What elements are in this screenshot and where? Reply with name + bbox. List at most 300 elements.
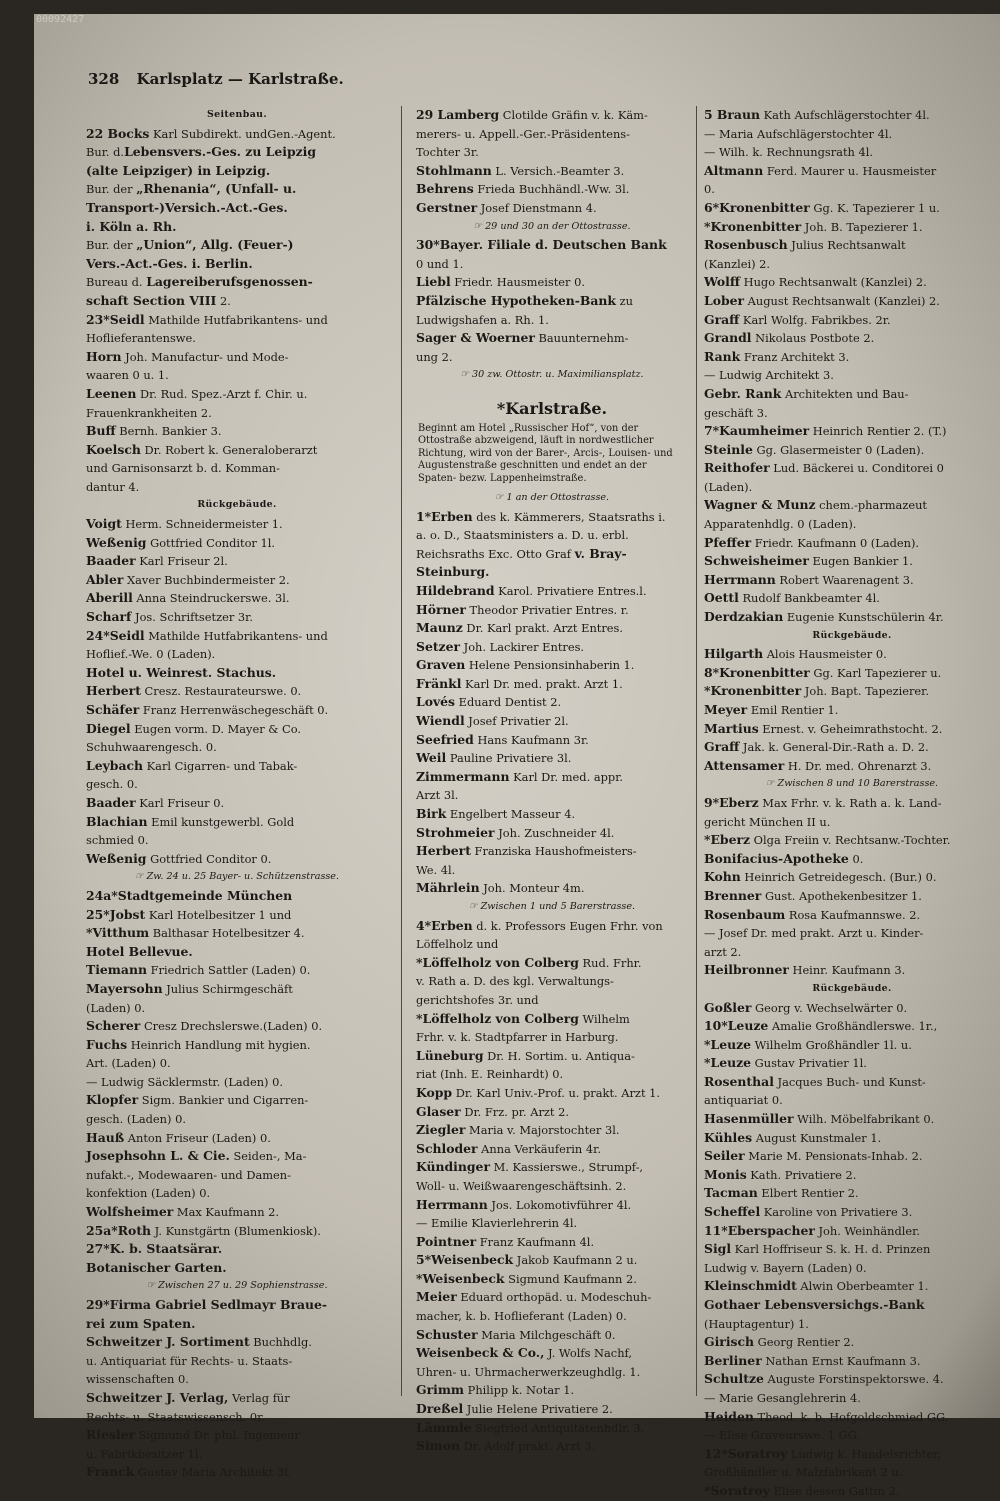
entry-line (416, 563, 688, 582)
entry-line (416, 991, 688, 1010)
directory-entry (86, 627, 388, 664)
entry-text: Kath. Privatiere 2. (746, 1167, 857, 1182)
entry-line (704, 961, 1000, 980)
page-number: 328 (88, 70, 120, 88)
entry-name: Klopfer (86, 1092, 139, 1108)
entry-name: Transport-)Versich.-Act.-Ges. (86, 199, 288, 215)
entry-line (416, 1307, 688, 1326)
entry-line (416, 508, 688, 527)
entry-name: Altmann (704, 162, 764, 178)
entry-line (416, 199, 688, 218)
entry-name: Mayersohn (86, 980, 163, 996)
directory-entry (704, 273, 1000, 292)
directory-entry (704, 292, 1000, 311)
entry-line (704, 1036, 1000, 1055)
entry-text: Herm. Schneidermeister 1. (121, 517, 283, 532)
entry-text: Karl Hoffriseur S. k. H. d. Prinzen (731, 1242, 931, 1257)
entry-name: Tiemann (86, 962, 147, 978)
entry-name: Franck (86, 1464, 135, 1480)
entry-name: Liebl (416, 274, 451, 290)
entry-name: Berliner (704, 1352, 762, 1368)
directory-entry (416, 879, 688, 898)
entry-line (86, 199, 388, 218)
directory-entry (704, 1017, 1000, 1036)
entry-name: Kleinschmidt (704, 1278, 797, 1294)
entry-name: Schweisheimer (704, 553, 809, 569)
entry-name: 8*Kronenbitter (704, 664, 810, 680)
entry-text: Gustav Privatier 1l. (751, 1056, 867, 1071)
entry-name: Riesler (86, 1427, 135, 1443)
entry-text: wissenschaften 0. (86, 1372, 189, 1387)
entry-name: Kopp (416, 1084, 453, 1100)
entry-line (86, 850, 388, 869)
directory-entry (416, 749, 688, 768)
entry-name: Lebensvers.-Ges. zu Leipzig (124, 144, 317, 160)
entry-name: 23*Seidl (86, 311, 145, 327)
entry-name: Hilgarth (704, 646, 764, 662)
entry-line (416, 255, 688, 274)
directory-entry (416, 1437, 688, 1456)
entry-name: Martius (704, 720, 759, 736)
entry-name: Fränkl (416, 675, 462, 691)
entry-text: Franziska Haushofmeisters- (470, 844, 637, 859)
entry-line (704, 1166, 1000, 1185)
entry-name: schaft Section VIII (86, 292, 217, 308)
directory-entry (704, 1222, 1000, 1241)
entry-name: Hauß (86, 1129, 125, 1145)
directory-entry (704, 906, 1000, 962)
directory-entry (86, 1389, 388, 1426)
entry-text: Joh. Monteur 4m. (479, 881, 585, 896)
entry-line (86, 887, 388, 906)
entry-text: Gg. Karl Tapezierer u. (809, 665, 942, 680)
directory-entry (86, 348, 388, 385)
entry-line (86, 478, 388, 497)
directory-entry (86, 1017, 388, 1036)
directory-entry (704, 1240, 1000, 1277)
entry-text: Tochter 3r. (416, 145, 479, 160)
entry-text: Wilh. Möbelfabrikant 0. (793, 1112, 935, 1127)
directory-entry (416, 1140, 688, 1159)
cross-street-note: ☞ Zw. 24 u. 25 Bayer- u. Schützenstrasse. (134, 871, 340, 883)
entry-text: Ernest. v. Geheimrathstocht. 2. (758, 721, 943, 736)
entry-line (704, 1426, 1000, 1445)
entry-name: Goßler (704, 999, 752, 1015)
directory-entry (416, 162, 688, 181)
entry-text: Dr. Frz. pr. Arzt 2. (460, 1104, 569, 1119)
entry-text: Joh. Weinhändler. (814, 1223, 920, 1238)
entry-text: Cresz. Restaurateurswe. 0. (140, 684, 302, 699)
entry-text: Helene Pensionsinhaberin 1. (465, 658, 635, 673)
directory-entry (86, 1296, 388, 1333)
column-divider (696, 106, 697, 1396)
entry-name: Mährlein (416, 880, 480, 896)
column-left (86, 106, 388, 1482)
entry-name: i. Köln a. Rh. (86, 218, 177, 234)
entry-name: Baader (86, 794, 136, 810)
entry-line (416, 125, 688, 144)
entry-text: Gg. K. Tapezierer 1 u. (809, 200, 940, 215)
entry-name: Hasenmüller (704, 1111, 794, 1127)
entry-text: Architekten und Bau- (781, 386, 909, 401)
entry-text: Art. (Laden) 0. (86, 1056, 171, 1071)
entry-text: macher, k. b. Hoflieferant (Laden) 0. (416, 1309, 627, 1324)
entry-name: Behrens (416, 181, 474, 197)
directory-entry (704, 664, 1000, 683)
entry-name: Vers.-Act.-Ges. i. Berlin. (86, 255, 253, 271)
entry-name: *Vitthum (86, 925, 150, 941)
entry-line (704, 162, 1000, 181)
entry-line (704, 404, 1000, 423)
entry-line (86, 1222, 388, 1241)
entry-text: Joh. Zuschneider 4l. (494, 825, 615, 840)
entry-text: — Wilh. k. Rechnungsrath 4l. (704, 145, 873, 160)
entry-name: Diegel (86, 720, 131, 736)
entry-text: Theod. k. b. Hofgoldschmied GG. (753, 1409, 949, 1424)
directory-entry (86, 1129, 388, 1148)
entry-text: Jakob Kaufmann 2 u. (513, 1253, 638, 1268)
entry-name: Buff (86, 423, 116, 439)
entry-line (704, 366, 1000, 385)
entry-line (86, 552, 388, 571)
entry-line (86, 311, 388, 330)
entry-name: Wolfsheimer (86, 1204, 174, 1220)
directory-entry (416, 693, 688, 712)
entry-text: Seiden-, Ma- (229, 1149, 307, 1164)
entry-name: Herbert (86, 683, 141, 699)
entry-line (704, 887, 1000, 906)
entry-text: Cresz Drechslerswe.(Laden) 0. (140, 1019, 323, 1034)
entry-text: dantur 4. (86, 479, 140, 494)
entry-line (704, 1315, 1000, 1334)
entry-text: Julius Schirmgeschäft (162, 981, 293, 996)
entry-name: Grandl (704, 330, 752, 346)
entry-text: Apparatenhdlg. 0 (Laden). (704, 517, 857, 532)
entry-text: Eugen vorm. D. Mayer & Co. (130, 721, 302, 736)
entry-name: 5*Weisenbeck (416, 1252, 514, 1268)
entry-text: August Kunstmaler 1. (752, 1130, 882, 1145)
entry-text: Karl Dr. med. prakt. Arzt 1. (461, 676, 623, 691)
directory-entry (704, 1184, 1000, 1203)
entry-line (416, 786, 688, 805)
entry-line (86, 794, 388, 813)
entry-line (86, 255, 388, 274)
entry-line (416, 292, 688, 311)
entry-line (704, 273, 1000, 292)
directory-entry (86, 1147, 388, 1203)
entry-text: d. k. Professors Eugen Frhr. von (472, 918, 663, 933)
directory-entry (86, 906, 388, 925)
entry-text: Emil Rentier 1. (747, 703, 839, 717)
entry-text: (Laden) 0. (86, 1000, 146, 1015)
entry-text: Alwin Oberbeamter 1. (796, 1279, 929, 1294)
entry-line (86, 924, 388, 943)
entry-name: Sager & Woerner (416, 330, 535, 346)
cross-street-note: ☞ 29 und 30 an der Ottostrasse. (473, 220, 631, 232)
entry-name: Graff (704, 311, 740, 327)
entry-line (704, 515, 1000, 534)
entry-text: J. Wolfs Nachf, (544, 1346, 632, 1361)
entry-text: Alois Hausmeister 0. (763, 647, 887, 662)
entry-line (416, 917, 688, 936)
entry-name: Weßenig (86, 534, 147, 550)
directory-entry (86, 720, 388, 757)
entry-name: (alte Leipziger) in Leipzig. (86, 162, 271, 178)
entry-text: Nikolaus Postbote 2. (751, 331, 875, 346)
entry-name: rei zum Spaten. (86, 1315, 196, 1331)
directory-entry (704, 496, 1000, 533)
directory-entry (86, 887, 388, 906)
directory-entry (416, 180, 688, 199)
entry-text: Ludwig k. Handelsrichter, (787, 1446, 941, 1461)
entry-text: Frauenkrankheiten 2. (86, 405, 212, 420)
entry-text: Joh. Lackirer Entres. (460, 639, 585, 654)
entry-line (704, 1222, 1000, 1241)
entry-name: Aberill (86, 590, 133, 606)
entry-line (416, 329, 688, 348)
directory-entry (704, 1408, 1000, 1445)
entry-text: Olga Freiin v. Rechtsanw.-Tochter. (750, 833, 951, 848)
entry-name: Glaser (416, 1103, 461, 1119)
entry-name: Brenner (704, 887, 762, 903)
entry-text: Joh. Manufactur- und Mode- (121, 349, 289, 364)
entry-line (704, 682, 1000, 701)
entry-name: 5 Braun (704, 107, 760, 122)
entry-line (704, 757, 1000, 776)
entry-text: Karoline von Privatiere 3. (760, 1205, 913, 1220)
entry-name: 27*K. b. Staatsärar. (86, 1241, 223, 1257)
entry-name: Kündinger (416, 1159, 490, 1175)
entry-line (86, 366, 388, 385)
directory-entry (704, 311, 1000, 330)
entry-line (86, 1296, 388, 1315)
entry-name: Hotel Bellevue. (86, 943, 193, 959)
entry-text: Großhändler u. Malzfabrikant 2 u. (704, 1465, 903, 1480)
directory-entry (416, 1047, 688, 1084)
entry-name: Stohlmann (416, 162, 492, 178)
entry-text: Anna Verkäuferin 4r. (477, 1141, 601, 1156)
directory-entry (416, 1344, 688, 1381)
entry-text: Schuhwaarengesch. 0. (86, 740, 217, 755)
entry-line (86, 757, 388, 776)
entry-text: Balthasar Hotelbesitzer 4. (149, 926, 305, 941)
directory-entry (704, 794, 1000, 831)
entry-text: Ferd. Maurer u. Hausmeister (763, 163, 937, 178)
entry-line (86, 180, 388, 199)
entry-text: Reichsraths Exc. Otto Graf (416, 546, 575, 561)
directory-entry (704, 701, 1000, 720)
entry-line (416, 1028, 688, 1047)
directory-entry (704, 162, 1000, 199)
entry-text: Philipp k. Notar 1. (464, 1383, 575, 1398)
entry-name: Reithofer (704, 460, 770, 476)
entry-line (704, 311, 1000, 330)
entry-text: Karl Cigarren- und Tabak- (143, 758, 298, 773)
entry-name: Leenen (86, 385, 137, 401)
entry-line (86, 292, 388, 311)
entry-line (86, 236, 388, 255)
entry-text: Wilhelm (578, 1011, 630, 1026)
directory-entry (86, 961, 388, 980)
directory-entry (704, 868, 1000, 887)
directory-entry (704, 999, 1000, 1018)
entry-text: Rudolf Bankbeamter 4l. (738, 591, 880, 606)
entry-line (704, 794, 1000, 813)
entry-text: gesch. 0. (86, 777, 138, 792)
entry-text: Gustav Maria Architekt 3l. (134, 1465, 292, 1480)
entry-text: nufakt.-, Modewaaren- und Damen- (86, 1167, 291, 1182)
entry-line (704, 850, 1000, 869)
directory-entry (416, 292, 688, 329)
entry-name: 4*Erben (416, 917, 473, 933)
section-heading: Rückgebäude. (197, 499, 277, 511)
entry-line (86, 273, 388, 292)
entry-text: merers- u. Appell.-Ger.-Präsidentens- (416, 126, 630, 141)
entry-text: gesch. (Laden) 0. (86, 1112, 186, 1127)
directory-entry (86, 757, 388, 794)
entry-line (86, 1259, 388, 1278)
entry-text: Uhren- u. Uhrmacherwerkzeughdlg. 1. (416, 1364, 641, 1379)
entry-line (416, 842, 688, 861)
entry-text: Siegfried Antiquitätenhdlr. 3. (471, 1420, 645, 1435)
entry-name: Scheffel (704, 1204, 761, 1220)
entry-text: Karl Hotelbesitzer 1 und (145, 907, 292, 922)
directory-entry (704, 589, 1000, 608)
entry-line (86, 738, 388, 757)
entry-name: Scherer (86, 1018, 141, 1034)
entry-line (704, 1073, 1000, 1092)
entry-text: 2. (216, 293, 231, 308)
entry-line (86, 831, 388, 850)
entry-text: Dr. Rud. Spez.-Arzt f. Chir. u. (136, 386, 308, 401)
entry-line (86, 1091, 388, 1110)
directory-entry (86, 515, 388, 534)
directory-entry (704, 1110, 1000, 1129)
entry-line (416, 731, 688, 750)
entry-text: Karl Friseur 0. (135, 795, 225, 810)
entry-text: Heinr. Kaufmann 3. (788, 963, 906, 978)
entry-name: „Rhenania“, (Unfall- u. (136, 181, 297, 197)
entry-text: Theodor Privatier Entres. r. (465, 602, 629, 617)
entry-line (416, 1363, 688, 1382)
entry-text: Josef Privatier 2l. (464, 714, 569, 729)
entry-name: *Kronenbitter (704, 218, 802, 234)
entry-line (416, 1419, 688, 1438)
entry-line (86, 1203, 388, 1222)
entry-text: Kath Aufschlägerstochter 4l. (759, 108, 930, 122)
entry-line (704, 422, 1000, 441)
entry-line (86, 943, 388, 962)
scan-id: 00092427 (36, 14, 85, 25)
directory-entry (416, 656, 688, 675)
entry-line (416, 1084, 688, 1103)
entry-line (86, 1463, 388, 1482)
entry-line (704, 348, 1000, 367)
directory-entry (416, 842, 688, 879)
entry-name: Maunz (416, 620, 463, 636)
entry-text: Gottfried Conditor 1l. (146, 535, 276, 550)
entry-line (86, 720, 388, 739)
entry-line (416, 693, 688, 712)
entry-line (416, 143, 688, 162)
entry-text: H. Dr. med. Ohrenarzt 3. (784, 758, 932, 773)
directory-entry (704, 1147, 1000, 1166)
entry-text: Hugo Rechtsanwalt (Kanzlei) 2. (740, 275, 927, 290)
directory-entry (704, 645, 1000, 664)
entry-line (416, 1010, 688, 1029)
entry-text: Joh. B. Tapezierer 1. (801, 219, 923, 234)
directory-entry (86, 1463, 388, 1482)
directory-entry (416, 824, 688, 843)
entry-line (704, 906, 1000, 925)
entry-text: Bureau d. (86, 275, 147, 290)
entry-text: Rechts- u. Staatswissensch. 0r. (86, 1409, 265, 1424)
entry-text: Mathilde Hutfabrikantens- und (144, 312, 328, 327)
entry-line (86, 961, 388, 980)
entry-text: Elbert Rentier 2. (757, 1186, 859, 1201)
column-divider (401, 106, 402, 1396)
entry-text: Anton Friseur (Laden) 0. (124, 1130, 271, 1145)
directory-entry (416, 1270, 688, 1289)
directory-entry (704, 1333, 1000, 1352)
entry-line (416, 1381, 688, 1400)
directory-entry (416, 273, 688, 292)
entry-line (86, 534, 388, 553)
entry-line (86, 422, 388, 441)
entry-line (416, 1214, 688, 1233)
entry-text: Gust. Apothekenbesitzer 1. (761, 888, 922, 903)
entry-text: riat (Inh. E. Reinhardt) 0. (416, 1067, 564, 1082)
entry-name: Oettl (704, 590, 739, 606)
entry-line (704, 496, 1000, 515)
entry-line (416, 638, 688, 657)
entry-line (416, 1437, 688, 1456)
entry-line (704, 1482, 1000, 1501)
directory-entry (416, 1010, 688, 1047)
entry-text: Karl Subdirekt. undGen.-Agent. (149, 126, 336, 141)
entry-name: Blachian (86, 813, 148, 829)
entry-line (416, 768, 688, 787)
entry-name: Steinle (704, 441, 753, 457)
entry-name: Botanischer Garten. (86, 1259, 227, 1275)
entry-name: Weisenbeck & Co., (416, 1345, 545, 1361)
entry-text: Georg Rentier 2. (754, 1335, 855, 1350)
directory-entry (86, 850, 388, 869)
directory-entry (86, 682, 388, 701)
entry-line (704, 608, 1000, 627)
cross-street-note: ☞ Zwischen 8 und 10 Barerstrasse. (765, 778, 939, 790)
entry-line (416, 526, 688, 545)
entry-name: Josephsohn L. & Cie. (86, 1148, 230, 1164)
entry-name: Weil (416, 750, 447, 766)
entry-line (86, 813, 388, 832)
entry-text: 0. (704, 182, 715, 197)
entry-text: Pauline Privatiere 3l. (446, 751, 572, 766)
directory-entry (704, 831, 1000, 850)
entry-line (704, 236, 1000, 255)
entry-text: v. Rath a. D. des kgl. Verwaltungs- (416, 974, 614, 989)
entry-text: Robert Waarenagent 3. (775, 572, 914, 587)
directory-entry (416, 1326, 688, 1345)
entry-name: Meier (416, 1289, 457, 1305)
entry-text: und Garnisonsarzt b. d. Komman- (86, 461, 280, 476)
directory-entry (416, 508, 688, 582)
entry-line (416, 236, 688, 255)
entry-name: Heilbronner (704, 962, 789, 978)
entry-line (416, 805, 688, 824)
directory-entry (86, 441, 388, 497)
entry-line (86, 125, 388, 144)
